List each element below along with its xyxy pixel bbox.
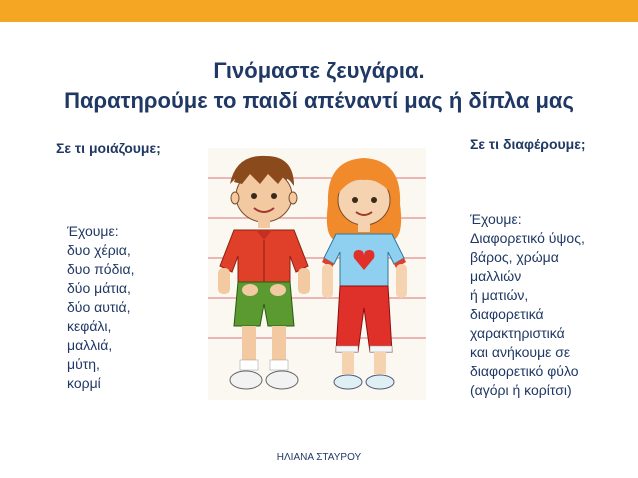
similarities-list: [67, 222, 134, 393]
title-line-2: Παρατηρούμε το παιδί απέναντί μας ή δίπλα μας: [64, 88, 574, 113]
list-item: μύτη,: [67, 356, 100, 372]
page-title: [0, 56, 638, 116]
list-item: διαφορετικό φύλο: [470, 363, 579, 379]
list-item: διαφορετικά: [470, 306, 544, 322]
list-item: και ανήκουμε σε: [470, 344, 571, 360]
list-item: χαρακτηριστικά: [470, 325, 565, 341]
list-item: ή ματιών,: [470, 287, 529, 303]
title-line-1: Γινόμαστε ζευγάρια.: [213, 58, 425, 83]
list-item: κορμί: [67, 375, 101, 391]
list-item: βάρος, χρώμα: [470, 249, 559, 265]
list-item: Έχουμε:: [67, 223, 119, 239]
list-item: κεφάλι,: [67, 318, 112, 334]
list-item: δυο πόδια,: [67, 261, 135, 277]
differences-heading: Σε τι διαφέρουμε;: [470, 136, 586, 152]
list-item: Έχουμε:: [470, 211, 522, 227]
top-accent-bar: [0, 0, 638, 22]
list-item: (αγόρι ή κορίτσι): [470, 382, 572, 398]
list-item: δύο αυτιά,: [67, 299, 131, 315]
similarities-heading: Σε τι μοιάζουμε;: [56, 140, 161, 156]
differences-list: [470, 210, 585, 400]
list-item: Διαφορετικό ύψος,: [470, 230, 585, 246]
children-illustration: [208, 148, 426, 400]
list-item: δυο χέρια,: [67, 242, 131, 258]
list-item: μαλλιών: [470, 268, 522, 284]
list-item: δύο μάτια,: [67, 280, 131, 296]
list-item: μαλλιά,: [67, 337, 113, 353]
author-footer: ΗΛΙΑΝΑ ΣΤΑΥΡΟΥ: [276, 452, 362, 463]
